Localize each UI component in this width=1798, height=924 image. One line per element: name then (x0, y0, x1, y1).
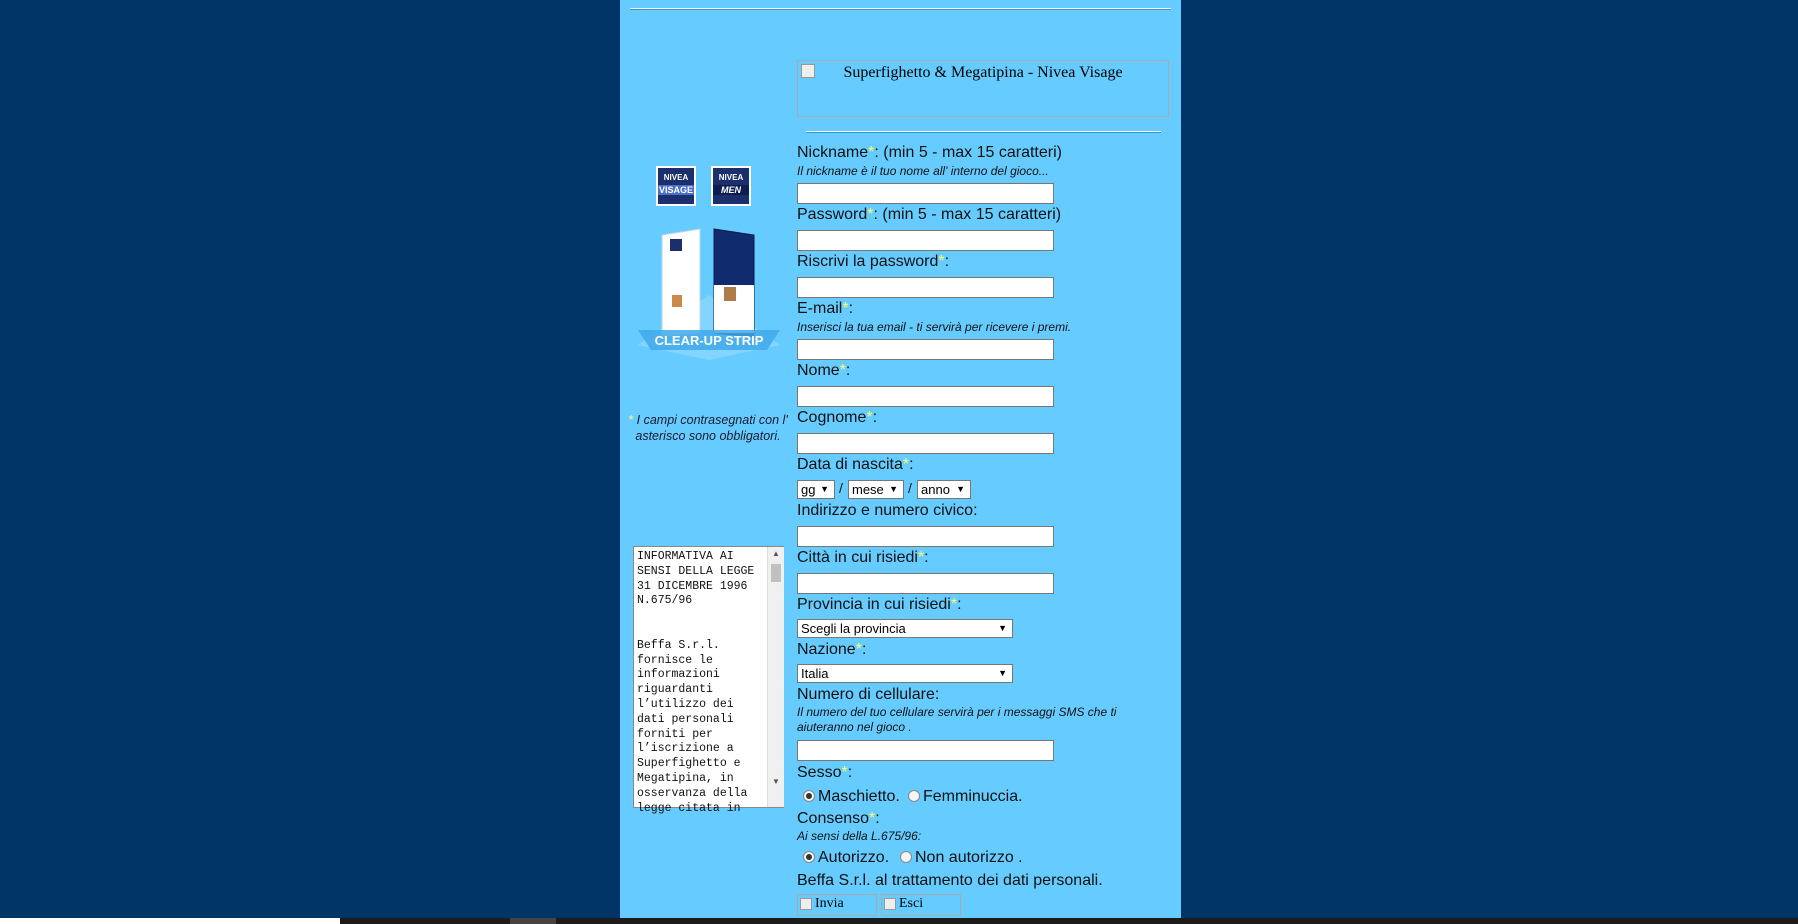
submit-button-label: Invia (815, 896, 844, 911)
birth-date-label (797, 456, 914, 474)
mobile-input[interactable] (797, 740, 1054, 761)
scroll-up-icon[interactable]: ▲ (772, 549, 780, 558)
password-label (797, 206, 1061, 224)
nickname-label-suffix: : (min 5 - max 15 caratteri) (874, 144, 1062, 161)
submit-button[interactable] (797, 894, 877, 916)
scroll-thumb[interactable] (771, 564, 781, 582)
exit-button-label: Esci (899, 896, 924, 911)
nivea-men-logo-brand: NIVEA (718, 173, 744, 182)
sex-label (797, 764, 852, 782)
birth-date-label-suffix: : (909, 456, 914, 473)
nivea-men-logo[interactable] (711, 166, 751, 206)
nickname-label (797, 144, 1062, 162)
nivea-visage-logo[interactable] (656, 166, 696, 206)
nickname-label-text: Nickname (797, 144, 869, 161)
password-input[interactable] (797, 230, 1054, 251)
email-hint: Inserisci la tua email - ti servirà per ricevere i premi. (797, 320, 1072, 334)
country-label-suffix: : (861, 641, 867, 658)
last-name-label-text: Cognome (797, 409, 867, 426)
address-label: Indirizzo e numero civico: (797, 502, 978, 519)
birth-day-select[interactable] (797, 480, 835, 499)
password-repeat-input[interactable] (797, 277, 1054, 298)
broken-image-icon (800, 898, 812, 910)
nickname-input[interactable] (797, 183, 1054, 204)
sex-label-text: Sesso (797, 764, 842, 781)
consent-no-label[interactable]: Non autorizzo . (915, 849, 1023, 866)
password-repeat-label-suffix: : (944, 253, 950, 270)
consent-label-text: Consenso (797, 810, 870, 827)
required-fields-note (628, 412, 788, 444)
last-name-input[interactable] (797, 433, 1054, 454)
last-name-label-suffix: : (872, 409, 878, 426)
country-select[interactable] (797, 664, 1013, 683)
sex-label-suffix: : (847, 764, 853, 781)
birth-year-select[interactable] (917, 480, 971, 499)
consent-yes-label[interactable]: Autorizzo. (818, 849, 890, 866)
broken-image-icon (884, 898, 896, 910)
required-star: * (867, 206, 874, 223)
sex-male-label[interactable]: Maschietto. (818, 788, 900, 805)
scroll-down-icon[interactable]: ▼ (772, 777, 780, 786)
sex-male-radio[interactable] (803, 790, 815, 802)
nivea-visage-logo-brand: NIVEA (663, 173, 689, 182)
consent-label-suffix: : (875, 810, 880, 827)
password-label-text: Password (797, 206, 868, 223)
birth-month-value: mese (852, 482, 884, 497)
nivea-men-logo-band: MEN (713, 185, 749, 195)
top-divider (630, 8, 1171, 10)
province-label-text: Provincia in cui risiedi (797, 596, 951, 613)
email-label-text: E-mail (797, 300, 843, 317)
sex-female-label[interactable]: Femminuccia. (923, 788, 1023, 805)
required-star: * (902, 456, 910, 473)
required-star: * (628, 413, 634, 427)
required-star: * (866, 409, 873, 426)
consent-footer: Beffa S.r.l. al trattamento dei dati personali. (797, 872, 1103, 889)
birth-year-value: anno (921, 482, 950, 497)
product-caption: CLEAR-UP STRIP (654, 333, 764, 348)
password-repeat-label-text: Riscrivi la password (797, 253, 939, 270)
birth-month-select[interactable] (848, 480, 904, 499)
sex-female-radio[interactable] (908, 790, 920, 802)
country-selected-value: Italia (801, 666, 829, 681)
chevron-down-icon: ▼ (998, 668, 1007, 678)
header-image-alt: Superfighetto & Megatipina - Nivea Visage (843, 64, 1123, 81)
taskbar-strip (0, 918, 1798, 924)
city-label (797, 549, 929, 567)
privacy-policy-textarea[interactable]: INFORMATIVA AI SENSI DELLA LEGGE 31 DICEMBRE 1996 N.675/96 Beffa S.r.l. fornisce le informazioni riguardanti l’utilizzo dei dati personali forniti per l’iscrizione a Superfighetto e Megatipina, in osservanza della legge citata in (633, 546, 784, 808)
nickname-hint: Il nickname è il tuo nome all' interno del gioco... (797, 164, 1049, 178)
last-name-label (797, 409, 877, 427)
date-separator: / (839, 480, 843, 496)
mobile-hint: Il numero del tuo cellulare servirà per i messaggi SMS che ti aiuteranno nel gioco . (797, 705, 1117, 734)
country-label-text: Nazione (797, 641, 856, 658)
first-name-label-text: Nome (797, 362, 840, 379)
country-label (797, 641, 866, 659)
required-star: * (855, 641, 862, 658)
nivea-visage-logo-band: VISAGE (658, 185, 693, 195)
province-select[interactable] (797, 619, 1013, 638)
birth-date-label-text: Data di nascita (797, 456, 903, 473)
required-star: * (938, 253, 945, 270)
required-star: * (842, 300, 849, 317)
privacy-scrollbar[interactable] (767, 547, 784, 807)
first-name-label (797, 362, 850, 380)
header-divider (806, 131, 1161, 133)
chevron-down-icon: ▼ (998, 623, 1007, 633)
email-input[interactable] (797, 339, 1054, 360)
required-star: * (868, 144, 875, 161)
taskbar-segment (0, 918, 340, 924)
required-star: * (917, 549, 925, 566)
chevron-down-icon: ▼ (956, 484, 965, 494)
consent-label (797, 810, 880, 828)
city-input[interactable] (797, 573, 1054, 594)
province-selected-value: Scegli la provincia (801, 621, 906, 636)
date-separator: / (908, 480, 912, 496)
consent-no-radio[interactable] (900, 851, 912, 863)
first-name-label-suffix: : (845, 362, 851, 379)
address-input[interactable] (797, 526, 1054, 547)
city-label-text: Città in cui risiedi (797, 549, 918, 566)
registration-panel (620, 0, 1181, 924)
email-label-suffix: : (848, 300, 854, 317)
required-star: * (869, 810, 876, 827)
chevron-down-icon: ▼ (889, 484, 898, 494)
taskbar-segment (510, 918, 556, 924)
consent-yes-radio[interactable] (803, 851, 815, 863)
first-name-input[interactable] (797, 386, 1054, 407)
required-star: * (841, 764, 848, 781)
required-star: * (839, 362, 846, 379)
required-star: * (950, 596, 958, 613)
header-banner-image (797, 60, 1169, 117)
city-label-suffix: : (924, 549, 929, 566)
password-label-suffix: : (min 5 - max 15 caratteri) (873, 206, 1062, 223)
password-repeat-label (797, 253, 949, 271)
province-label (797, 596, 962, 614)
chevron-down-icon: ▼ (820, 484, 829, 494)
broken-image-icon (801, 64, 815, 78)
consent-hint: Ai sensi della L.675/96: (797, 829, 922, 843)
province-label-suffix: : (957, 596, 962, 613)
clear-up-strip-product-image (632, 225, 786, 365)
required-note-text: I campi contrasegnati con l' asterisco sono obbligatori. (633, 413, 788, 443)
exit-button[interactable] (881, 894, 961, 916)
birth-day-value: gg (801, 482, 816, 497)
email-label (797, 300, 853, 318)
mobile-label: Numero di cellulare: (797, 686, 940, 703)
